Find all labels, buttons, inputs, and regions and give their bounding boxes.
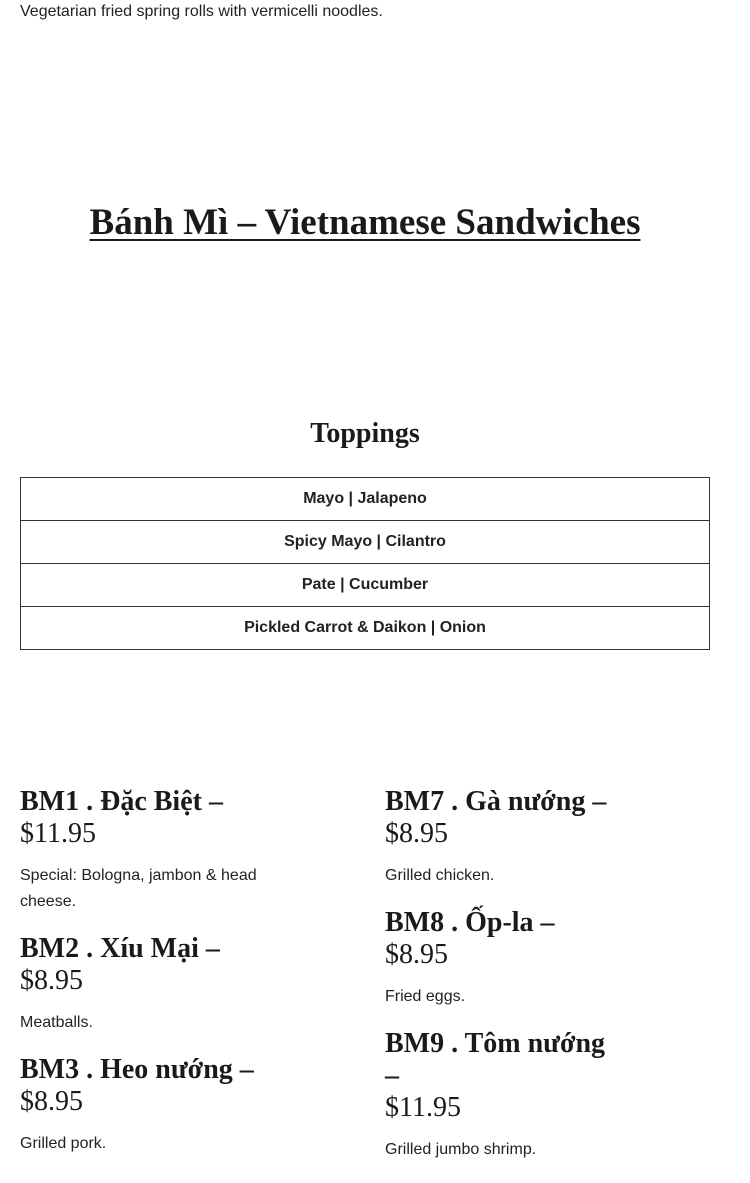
toppings-table bbox=[20, 477, 710, 650]
toppings-cell: Pate | Cucumber bbox=[21, 564, 710, 607]
menu-item-description: Grilled pork. bbox=[20, 1135, 107, 1152]
menu-column-left bbox=[20, 786, 260, 1157]
menu-item-title bbox=[20, 1054, 260, 1118]
menu-item-title bbox=[385, 907, 625, 971]
menu-item-price: $11.95 bbox=[385, 1092, 461, 1123]
menu-item-price: $8.95 bbox=[20, 1086, 83, 1117]
table-row bbox=[21, 607, 710, 650]
menu-item-description: Meatballs. bbox=[20, 1014, 93, 1031]
toppings-cell: Pickled Carrot & Daikon | Onion bbox=[21, 607, 710, 650]
menu-item bbox=[385, 907, 625, 1010]
menu-item-name: BM1 . Đặc Biệt – bbox=[20, 786, 223, 817]
menu-column-right bbox=[385, 786, 625, 1163]
intro-text: Vegetarian fried spring rolls with vermicelli noodles. bbox=[20, 3, 383, 20]
menu-item-price: $8.95 bbox=[385, 818, 448, 849]
toppings-cell: Mayo | Jalapeno bbox=[21, 478, 710, 521]
menu-item bbox=[20, 786, 260, 915]
menu-item-description: Grilled chicken. bbox=[385, 867, 495, 884]
menu-item-name: BM7 . Gà nướng – bbox=[385, 786, 607, 817]
menu-item bbox=[20, 1054, 260, 1157]
menu-item bbox=[385, 1028, 625, 1163]
menu-item-description: Special: Bologna, jambon & head cheese. bbox=[20, 867, 257, 910]
menu-item-price: $11.95 bbox=[20, 818, 96, 849]
menu-item-title bbox=[20, 933, 260, 997]
toppings-title: Toppings bbox=[310, 418, 420, 449]
menu-item bbox=[20, 933, 260, 1036]
table-row bbox=[21, 564, 710, 607]
menu-item-description: Fried eggs. bbox=[385, 988, 466, 1005]
menu-item-name: BM8 . Ốp-la – bbox=[385, 907, 555, 938]
menu-item-description: Grilled jumbo shrimp. bbox=[385, 1141, 537, 1158]
menu-item bbox=[385, 786, 625, 889]
section-title: Bánh Mì – Vietnamese Sandwiches bbox=[89, 202, 641, 243]
menu-item-name: BM9 . Tôm nướng – bbox=[385, 1028, 606, 1091]
toppings-cell: Spicy Mayo | Cilantro bbox=[21, 521, 710, 564]
table-row bbox=[21, 521, 710, 564]
table-row bbox=[21, 478, 710, 521]
menu-item-title bbox=[385, 1028, 625, 1124]
menu-item-price: $8.95 bbox=[20, 965, 83, 996]
menu-item-title bbox=[20, 786, 260, 850]
menu-item-name: BM2 . Xíu Mại – bbox=[20, 933, 220, 964]
menu-item-name: BM3 . Heo nướng – bbox=[20, 1054, 254, 1085]
menu-item-price: $8.95 bbox=[385, 939, 448, 970]
menu-item-title bbox=[385, 786, 625, 850]
